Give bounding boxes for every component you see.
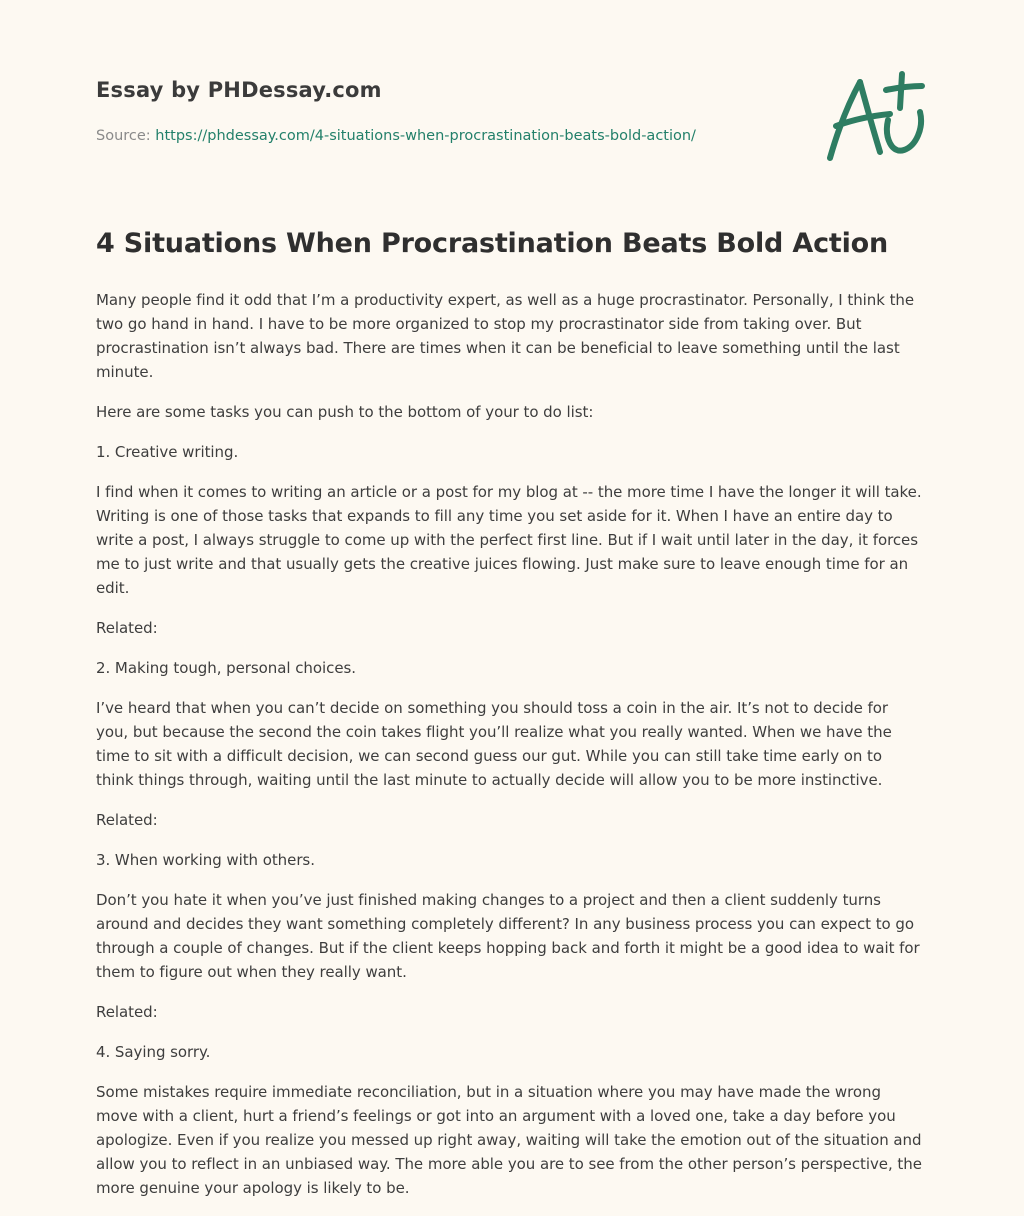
section-heading: 2. Making tough, personal choices. bbox=[96, 659, 356, 677]
a-plus-grade-icon bbox=[820, 68, 930, 168]
article-paragraph: Many people find it odd that I’m a productivity expert, as well as a huge procrastinator. Personally, I think the two go hand in hand. I have to be more organized to stop my procrastinator side from taking over. But procrastination isn’t always bad. There are times when it can be beneficial to leave something until the last minute. bbox=[96, 291, 915, 381]
related-label: Related: bbox=[96, 1003, 158, 1021]
source-link[interactable]: https://phdessay.com/4-situations-when-procrastination-beats-bold-action/ bbox=[155, 128, 696, 144]
article-paragraph: I find when it comes to writing an article or a post for my blog at -- the more time I have the longer it will take. Writing is one of those tasks that expands to fill any time you set aside for it. When I have an entire day to write a post, I always struggle to come up with the perfect first line. But if I wait until later in the day, it forces me to just write and that usually gets the creative juices flowing. Just make sure to leave enough time for an edit. bbox=[96, 483, 922, 597]
article-paragraph: Some mistakes require immediate reconciliation, but in a situation where you may have made the wrong move with a client, hurt a friend’s feelings or got into an argument with a loved one, take a day before you apologize. Even if you realize you messed up right away, waiting will take the emotion out of the situation and allow you to reflect in an unbiased way. The more able you are to see from the other person’s perspective, the more genuine your apology is likely to be. bbox=[96, 1083, 922, 1197]
article bbox=[96, 222, 922, 1216]
source-line bbox=[96, 126, 796, 146]
article-title: 4 Situations When Procrastination Beats Bold Action bbox=[96, 228, 889, 259]
article-paragraph: Here are some tasks you can push to the bottom of your to do list: bbox=[96, 403, 594, 421]
essay-header bbox=[96, 76, 796, 146]
article-paragraph: I’ve heard that when you can’t decide on something you should toss a coin in the air. It’s not to decide for you, but because the second the coin takes flight you’ll realize what you really wanted. When we have the time to sit with a difficult decision, we can second guess our gut. While you can still take time early on to think things through, waiting until the last minute to actually decide will allow you to be more instinctive. bbox=[96, 699, 892, 789]
site-brand: Essay by PHDessay.com bbox=[96, 78, 382, 102]
section-heading: 1. Creative writing. bbox=[96, 443, 239, 461]
article-paragraph: Don’t you hate it when you’ve just finished making changes to a project and then a client suddenly turns around and decides they want something completely different? In any business process you can expect to go through a couple of changes. But if the client keeps hopping back and forth it might be a good idea to wait for them to figure out when they really want. bbox=[96, 891, 920, 981]
related-label: Related: bbox=[96, 619, 158, 637]
source-label: Source: bbox=[96, 128, 151, 144]
section-heading: 4. Saying sorry. bbox=[96, 1043, 211, 1061]
section-heading: 3. When working with others. bbox=[96, 851, 315, 869]
related-label: Related: bbox=[96, 811, 158, 829]
